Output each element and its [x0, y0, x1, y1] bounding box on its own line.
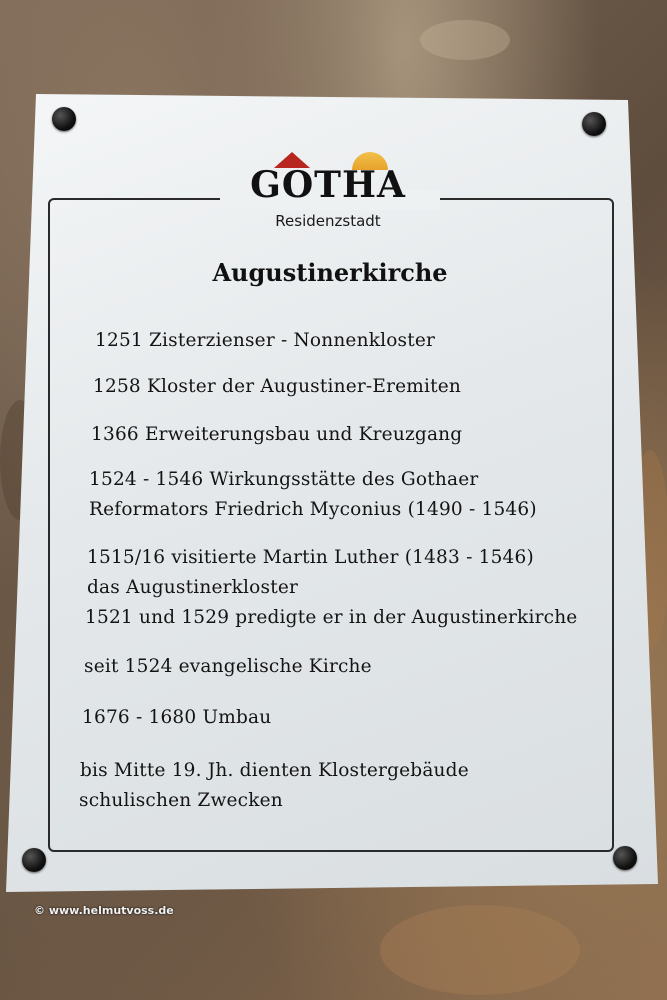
history-line: 1521 und 1529 predigte er in der Augustinerkirche	[85, 607, 578, 628]
history-line: Reformators Friedrich Myconius (1490 - 1546)	[89, 499, 537, 520]
history-line: 1366 Erweiterungsbau und Kreuzgang	[91, 424, 463, 445]
history-line: 1251 Zisterzienser - Nonnenkloster	[95, 330, 436, 351]
screw-icon	[582, 112, 606, 136]
history-line: schulischen Zwecken	[79, 790, 283, 811]
screw-icon	[52, 107, 76, 131]
history-line: 1258 Kloster der Augustiner-Eremiten	[93, 376, 462, 397]
city-subtitle: Residenzstadt	[275, 212, 381, 230]
city-logo: GOTHA	[250, 164, 406, 206]
screw-icon	[613, 846, 637, 870]
history-line: das Augustinerkloster	[87, 577, 299, 598]
history-line: 1676 - 1680 Umbau	[82, 707, 272, 728]
plaque-title: Augustinerkirche	[212, 258, 448, 287]
history-line: bis Mitte 19. Jh. dienten Klostergebäude	[80, 760, 469, 781]
history-line: 1524 - 1546 Wirkungsstätte des Gothaer	[89, 469, 479, 490]
screw-icon	[22, 848, 46, 872]
copyright-watermark: © www.helmutvoss.de	[34, 904, 174, 917]
plaque-frame	[48, 198, 614, 852]
stone-texture	[420, 20, 510, 60]
history-line: 1515/16 visitierte Martin Luther (1483 - 1546)	[87, 547, 534, 568]
history-line: seit 1524 evangelische Kirche	[84, 656, 372, 677]
stone-texture	[380, 905, 580, 995]
